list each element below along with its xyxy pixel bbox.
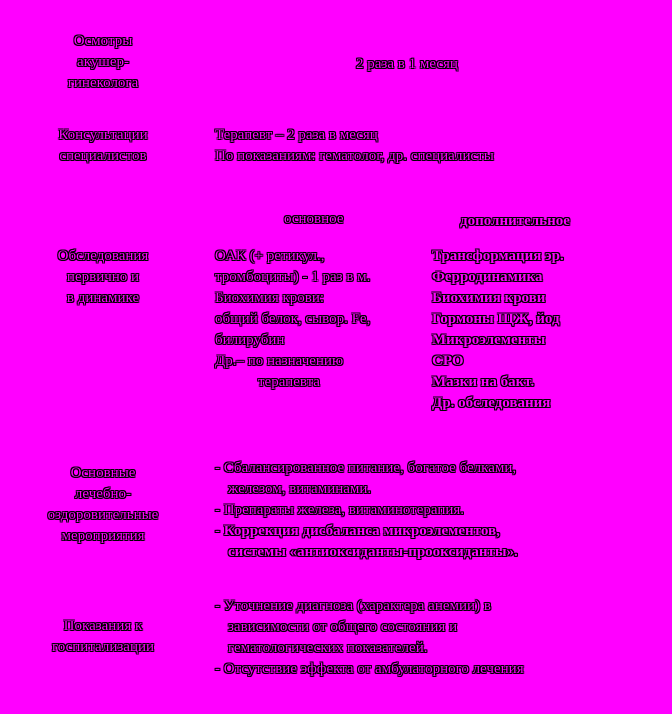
hospital-label: Показания к госпитализации — [51, 618, 155, 655]
exams-value: 2 раза в 1 месяц — [356, 56, 458, 72]
hospital-value: - Уточнение диагноза (характера анемии) в зависимости от общего состояния и гематологических показателей. - Отсутствие эффекта от амбулаторного лечения — [215, 598, 524, 677]
tests-head-extra: дополнительное — [460, 213, 570, 229]
consults-label: Консультации специалистов — [58, 127, 148, 164]
tests-head-main: основное — [284, 211, 344, 227]
consults-value: Терапевт – 2 раза в месяц По показаниям: гематолог, др. специалисты — [215, 127, 494, 164]
tests-main-list: ОАК (+ ретикул., тромбоциты) - 1 раз в м. Биохимия крови: общий белок, сывор. Fe, билирубин Др.– по назначению терапевта — [215, 248, 371, 390]
tests-extra-list: Трансформация эр. Ферродинамика Биохимия крови Гормоны ЩЖ, йод Микроэлементы СРО Мазки на бакт. Др. обследования — [432, 248, 564, 411]
exams-label: Осмотры акушер- гинеколога — [67, 33, 139, 91]
tests-label: Обследования первично и в динамике — [57, 248, 149, 306]
treatment-label: Основные лечебно- оздоровительные мероприятия — [47, 465, 159, 544]
treatment-value: - Сбалансированное питание, богатое белками, железом, витаминами. - Препараты железа, витаминотерапия. - Коррекция дисбаланса микроэлементов, системы «антиоксиданты-прооксиданты». — [215, 460, 518, 560]
